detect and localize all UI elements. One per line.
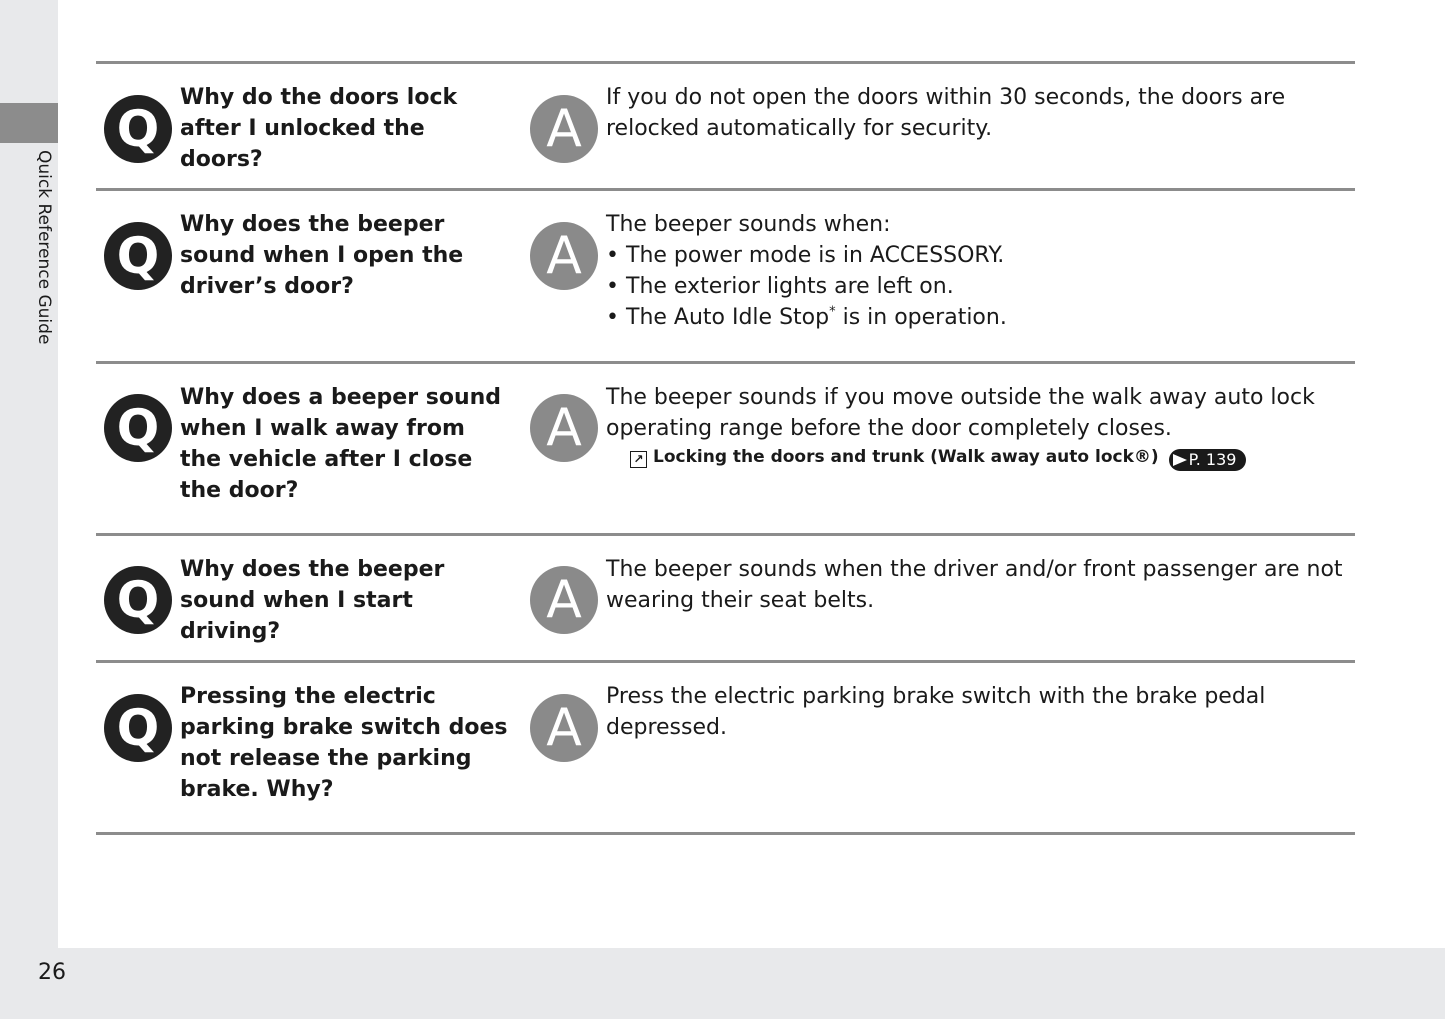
footnote-asterisk: * [829,304,836,320]
faq-item [96,536,1355,660]
cross-reference-link[interactable] [606,444,1346,471]
page-number: 26 [38,960,66,985]
question-badge-icon: Q [104,694,172,762]
page-reference-pill[interactable] [1169,449,1247,471]
section-tab-marker [0,103,58,143]
answer-bullet-list [606,240,1346,333]
bottom-margin-band [0,948,1445,1019]
answer-badge-icon: A [530,222,598,290]
page-reference: P. 139 [1188,450,1237,469]
answer-bullet: • The exterior lights are left on. [606,271,1346,302]
faq-item [96,64,1355,188]
answer-badge-icon: A [530,694,598,762]
answer-bullet [606,302,1346,333]
answer-intro: The beeper sounds when: [606,212,891,237]
reference-text: Locking the doors and trunk (Walk away auto lock®) [653,447,1159,467]
faq-answer: If you do not open the doors within 30 seconds, the doors are relocked automatically for security. [606,85,1286,141]
answer-badge-icon: A [530,566,598,634]
faq-answer: Press the electric parking brake switch with the brake pedal depressed. [606,684,1266,740]
page-arrow-icon [1173,454,1187,466]
bullet-text: The Auto Idle Stop [626,305,830,330]
faq-item [96,191,1355,361]
faq-question: Why does a beeper sound when I walk away from the vehicle after I close the door? [180,385,502,503]
answer-badge-icon: A [530,394,598,462]
faq-answer: The beeper sounds when the driver and/or front passenger are not wearing their seat belts. [606,557,1343,613]
cross-reference-arrow-icon: ↗ [630,451,647,468]
answer-badge-icon: A [530,95,598,163]
faq-item [96,364,1355,533]
divider-rule [96,832,1355,835]
answer-bullet: • The power mode is in ACCESSORY. [606,240,1346,271]
question-badge-icon: Q [104,394,172,462]
question-badge-icon: Q [104,222,172,290]
question-badge-icon: Q [104,95,172,163]
faq-question: Why does the beeper sound when I open the driver’s door? [180,212,464,299]
faq-answer [606,209,1346,333]
section-label: Quick Reference Guide [34,150,54,345]
faq-question: Why do the doors lock after I unlocked the doors? [180,85,458,172]
answer-text: The beeper sounds if you move outside the walk away auto lock operating range before the door completely closes. [606,385,1315,441]
faq-answer [606,382,1346,471]
faq-question: Why does the beeper sound when I start driving? [180,557,445,644]
bullet-text-suffix: is in operation. [835,305,1007,330]
faq-question: Pressing the electric parking brake switch does not release the parking brake. Why? [180,684,508,802]
faq-item [96,663,1355,832]
question-badge-icon: Q [104,566,172,634]
